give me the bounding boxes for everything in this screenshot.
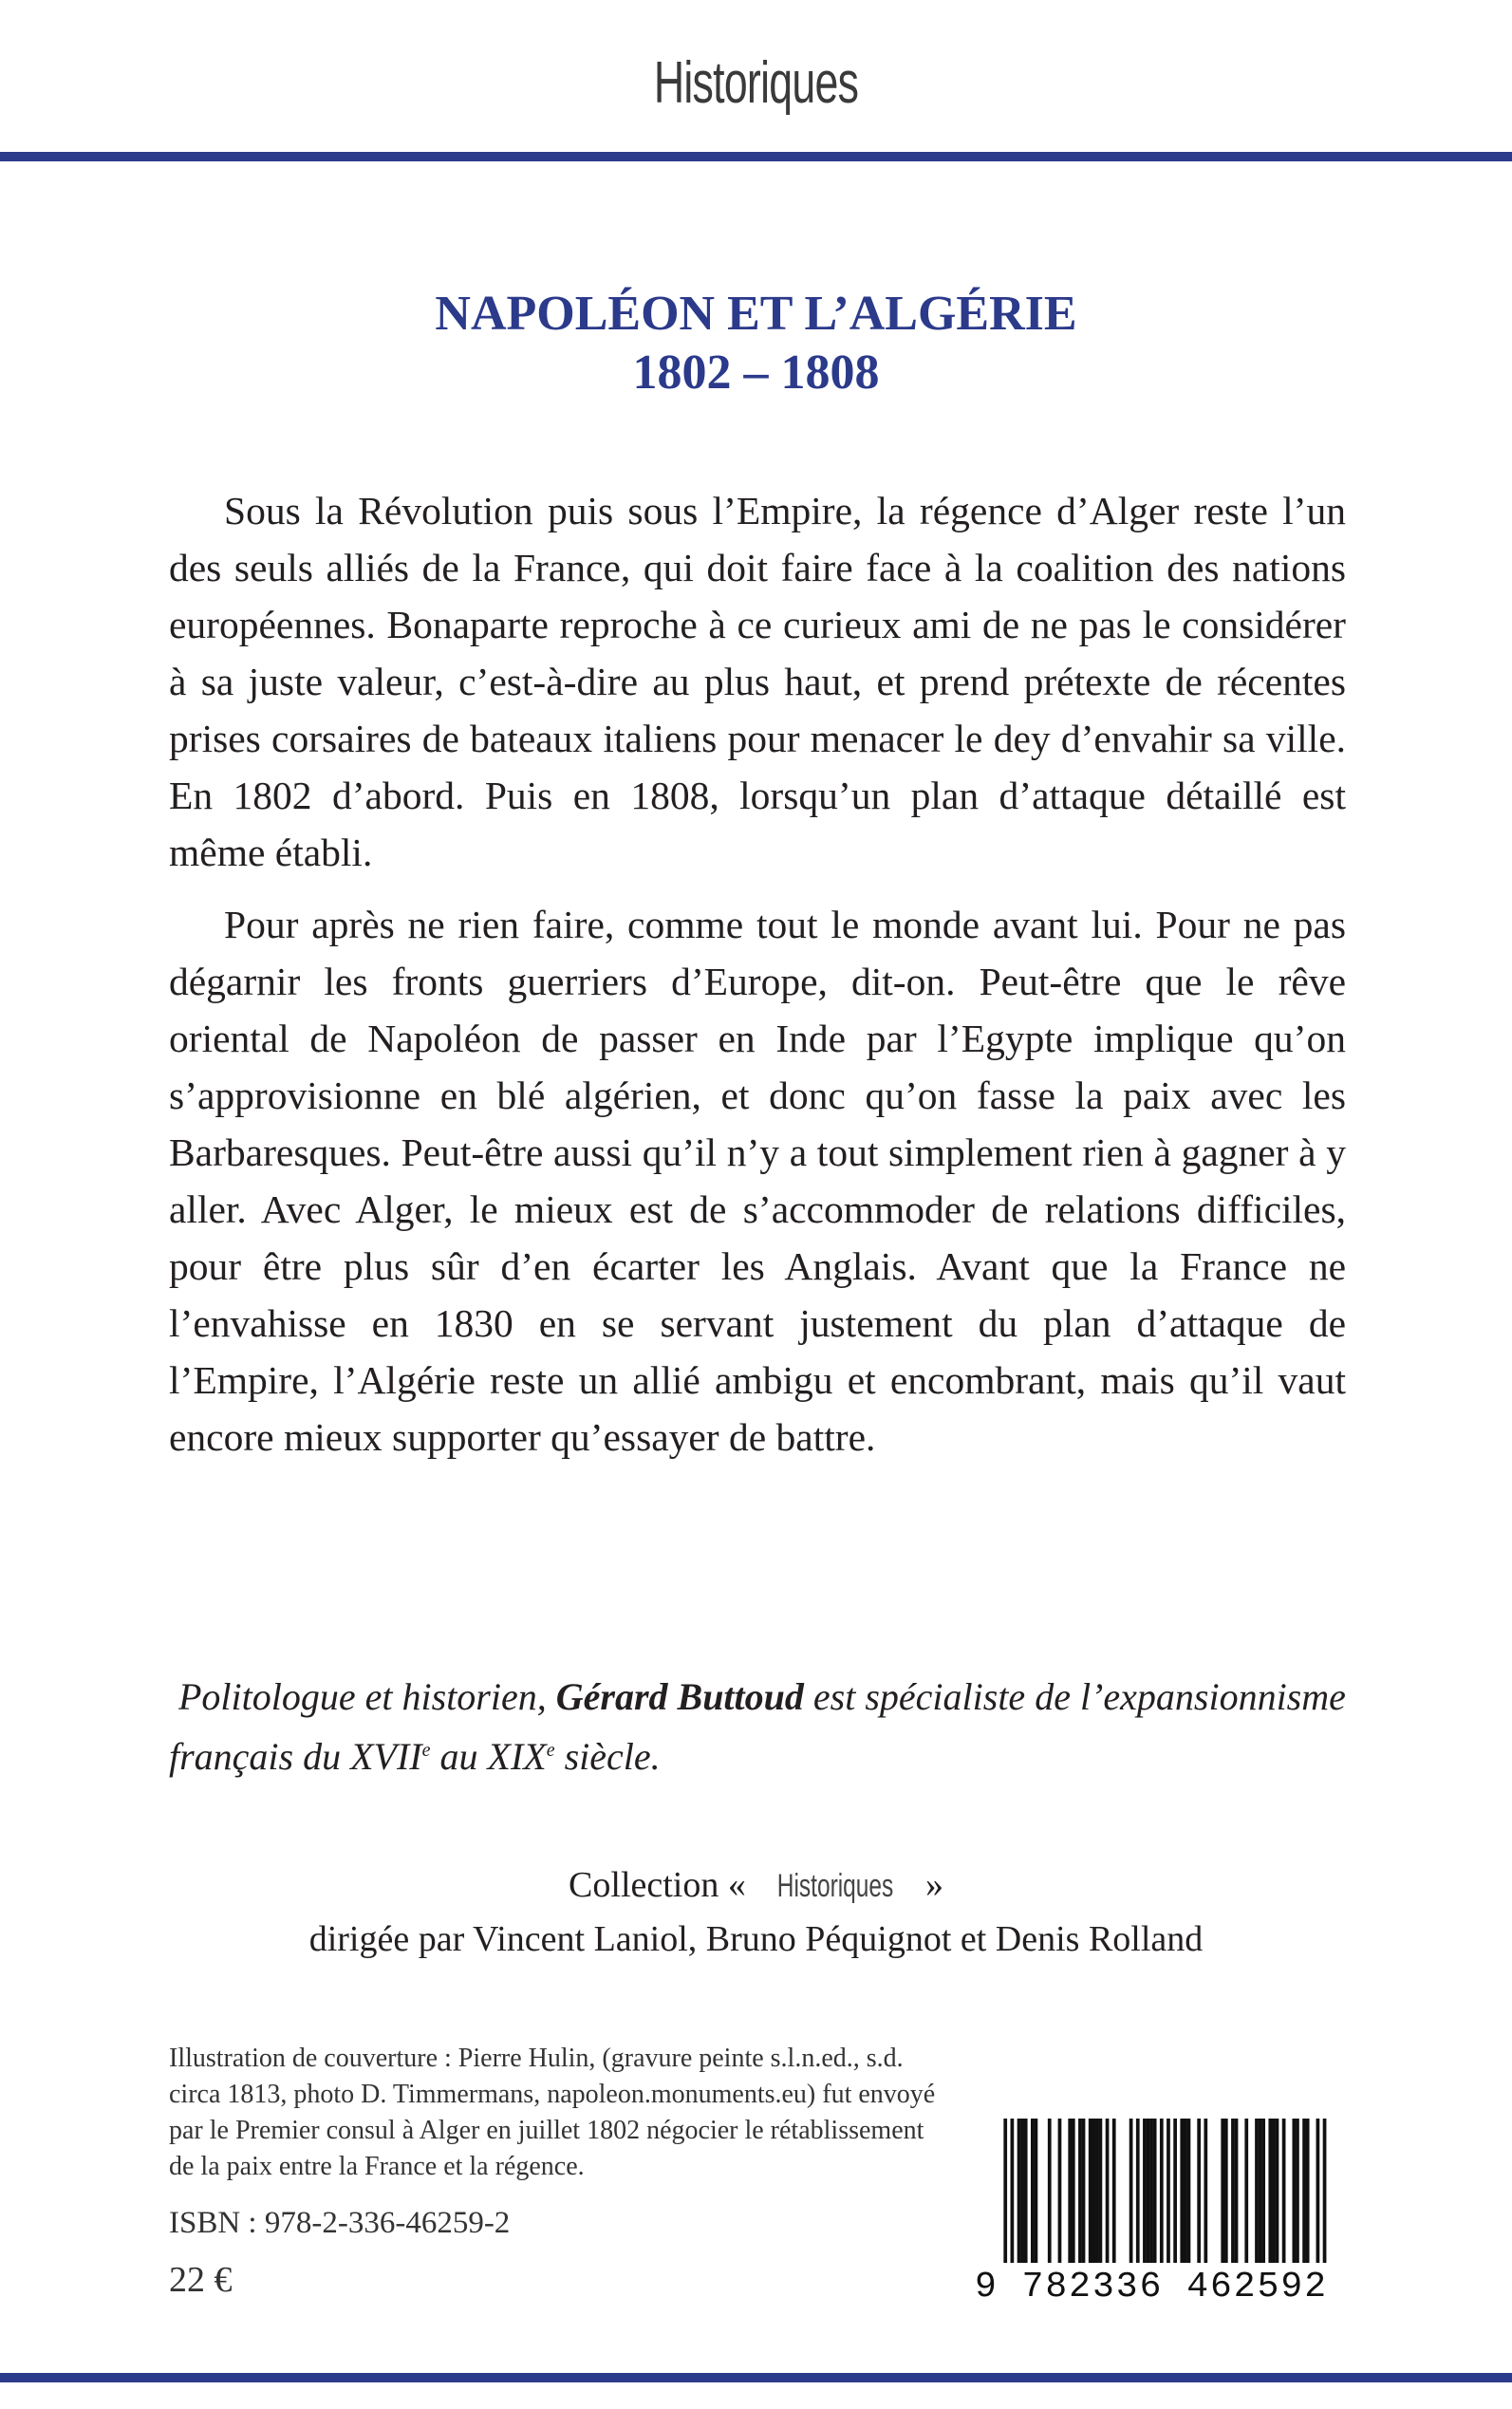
collection-label-suffix: » <box>916 1865 943 1905</box>
summary <box>169 482 1346 1466</box>
barcode-bar <box>1153 2119 1157 2263</box>
title-line-1: NAPOLÉON ET L’ALGÉRIE <box>435 287 1077 341</box>
barcode-bar <box>1160 2119 1164 2263</box>
barcode-bar <box>1112 2119 1116 2263</box>
barcode-bar <box>1167 2119 1170 2263</box>
barcode-bar <box>1224 2119 1228 2263</box>
barcode-bar <box>1129 2119 1133 2263</box>
barcode-bar <box>1173 2119 1177 2263</box>
barcode-bar <box>1149 2119 1153 2263</box>
barcode-bar <box>1068 2119 1072 2263</box>
barcode-bar <box>1099 2119 1103 2263</box>
barcode-bar <box>1058 2119 1062 2263</box>
author-bio <box>169 1671 1365 1783</box>
barcode-digits: 9 782336 462592 <box>974 2267 1329 2307</box>
barcode-bar <box>1078 2119 1082 2263</box>
price: 22 € <box>169 2260 233 2300</box>
barcode-bar <box>1072 2119 1075 2263</box>
barcode-bar <box>1082 2119 1086 2263</box>
bottom-divider <box>0 2373 1512 2382</box>
author-bio-prefix: Politologue et historien, <box>178 1675 556 1718</box>
collection-line <box>0 1858 1512 1913</box>
collection-info <box>0 1858 1512 1966</box>
author-bio-sup-1: e <box>421 1740 431 1761</box>
barcode-bar <box>1235 2119 1239 2263</box>
summary-paragraph-1: Sous la Révolution puis sous l’Empire, la régence d’Alger reste l’un des seuls alliés de la France, qui doit faire face à la coalition des nations européennes. Bonaparte reproche à ce curieux ami de ne pas le considérer à sa juste valeur, c’est-à-dire au plus haut, et prend prétexte de récentes prises corsaires de bateaux italiens pour menacer le dey d’envahir sa ville. En 1802 d’abord. Puis en 1808, lorsqu’un plan d’attaque détaillé est même établi. <box>169 489 1346 874</box>
collection-label-prefix: Collection « <box>569 1865 756 1905</box>
barcode-bar <box>1292 2119 1296 2263</box>
barcode-bar <box>1276 2119 1279 2263</box>
barcode-bar <box>1244 2119 1248 2263</box>
author-bio-sup-2: e <box>546 1740 555 1761</box>
top-divider <box>0 152 1512 161</box>
barcode-bar <box>1187 2119 1191 2263</box>
barcode-bar <box>1316 2119 1320 2263</box>
barcode-bar <box>1180 2119 1184 2263</box>
collection-series-name: Historiques <box>777 1868 894 1904</box>
barcode-bar <box>1221 2119 1224 2263</box>
barcode-bar <box>1204 2119 1207 2263</box>
barcode-bar <box>1306 2119 1310 2263</box>
barcode-bar <box>1031 2119 1035 2263</box>
barcode-bar <box>1302 2119 1306 2263</box>
summary-paragraph-2: Pour après ne rien faire, comme tout le monde avant lui. Pour ne pas dégarnir les fronts guerriers d’Europe, dit-on. Peut-être que le rêve oriental de Napoléon de passer en Inde par l’Egypte implique qu’on s’approvisionne en blé algérien, et donc qu’on fasse la paix avec les Barbaresques. Peut-être aussi qu’il n’y a tout simplement rien à gagner à y aller. Avec Alger, le mieux est de s’accommoder de relations difficiles, pour être plus sûr d’en écarter les Anglais. Avant que la France ne l’envahisse en 1830 en se servant justement du plan d’attaque de l’Empire, l’Algérie reste un allié ambigu et encombrant, mais qu’il vaut encore mieux supporter qu’essayer de battre. <box>169 903 1346 1459</box>
barcode-bar <box>1197 2119 1201 2263</box>
barcode-bar <box>1268 2119 1272 2263</box>
barcode-bar <box>1231 2119 1235 2263</box>
barcode-bar <box>1282 2119 1286 2263</box>
author-bio-text-1: est spécialiste de l’expansionnisme français du XVII <box>169 1675 1346 1778</box>
barcode-bar <box>1272 2119 1276 2263</box>
barcode-bar <box>1048 2119 1052 2263</box>
barcode-bar <box>1296 2119 1299 2263</box>
barcode-bar <box>1143 2119 1147 2263</box>
series-logo: Historiques <box>653 50 859 116</box>
barcode-bar <box>1092 2119 1095 2263</box>
barcode-bar <box>1011 2119 1015 2263</box>
barcode-bar <box>1035 2119 1038 2263</box>
barcode-bar <box>1003 2119 1007 2263</box>
barcode-bars <box>966 2119 1336 2263</box>
barcode-bar <box>1261 2119 1265 2263</box>
barcode-bar <box>1020 2119 1024 2263</box>
barcode-bar <box>1106 2119 1110 2263</box>
collection-directors: dirigée par Vincent Laniol, Bruno Péquignot et Denis Rolland <box>308 1919 1204 1959</box>
author-bio-text-3: siècle. <box>554 1735 661 1778</box>
barcode-bar <box>1147 2119 1150 2263</box>
barcode-bar <box>1259 2119 1262 2263</box>
title-line-2: 1802 – 1808 <box>632 345 880 400</box>
barcode-bar <box>1255 2119 1259 2263</box>
barcode-bar <box>1024 2119 1028 2263</box>
barcode-bar <box>1095 2119 1099 2263</box>
isbn: ISBN : 978-2-336-46259-2 <box>169 2206 511 2240</box>
barcode-bar <box>1136 2119 1140 2263</box>
author-name: Gérard Buttoud <box>555 1675 804 1718</box>
illustration-credit: Illustration de couverture : Pierre Hulin, (gravure peinte s.l.n.ed., s.d. circa 1813, photo D. Timmermans, napoleon.monuments.eu) fut envoyé par le Premier consul à Alger en juillet 1802 négocier le rétablissement de la paix entre la France et la régence. <box>169 2044 936 2181</box>
book-title <box>0 285 1512 402</box>
author-bio-text-2: au XIX <box>430 1735 547 1778</box>
barcode-bar <box>1017 2119 1021 2263</box>
barcode-bar <box>1089 2119 1092 2263</box>
barcode-bar <box>1323 2119 1327 2263</box>
barcode-bar <box>1184 2119 1187 2263</box>
